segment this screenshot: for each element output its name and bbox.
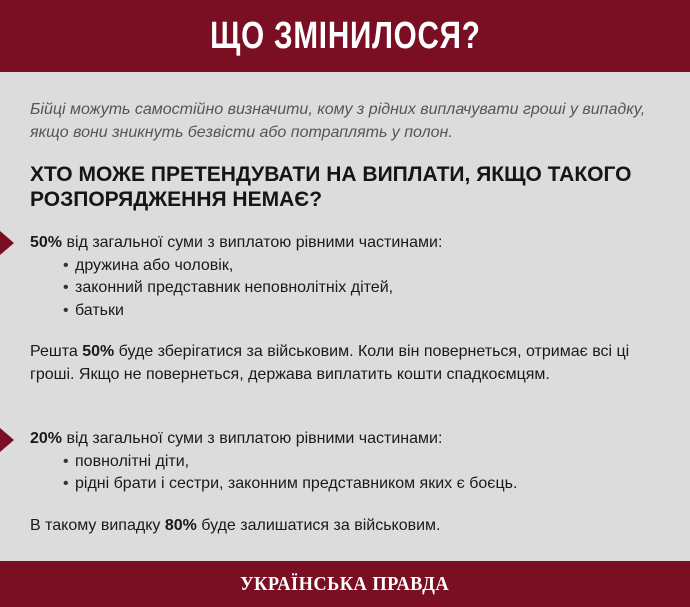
- question-heading: ХТО МОЖЕ ПРЕТЕНДУВАТИ НА ВИПЛАТИ, ЯКЩО ТАКОГО РОЗПОРЯДЖЕННЯ НЕМАЄ?: [30, 163, 632, 211]
- triangle-marker-icon: [0, 231, 14, 255]
- section-20: [30, 428, 670, 496]
- intro-text: Бійці можуть самостійно визначити, кому з рідних виплачувати гроші у випадку, якщо вони зникнуть безвісти або потраплять у полон.: [30, 101, 646, 141]
- publisher-logo: УКРАЇНСЬКА ПРАВДА: [240, 572, 450, 595]
- beneficiaries-list-1: [30, 255, 670, 323]
- remainder-paragraph: [30, 341, 670, 386]
- list-item: • батьки: [30, 300, 670, 323]
- section-50: [30, 232, 670, 322]
- list-item: • дружина або чоловік,: [30, 255, 670, 278]
- percent-50-remainder: 50%: [82, 343, 115, 360]
- footer-banner: [0, 561, 690, 607]
- list-item: • рідні брати і сестри, законним представником яких є боєць.: [30, 473, 670, 496]
- remainder-prefix: Решта: [30, 343, 83, 360]
- list-item: • законний представник неповнолітніх дітей,: [30, 277, 670, 300]
- triangle-marker-icon: [0, 428, 14, 452]
- closing-paragraph: [30, 515, 670, 538]
- percent-50: 50%: [30, 234, 63, 251]
- closing-prefix: В такому випадку: [30, 517, 165, 534]
- section-50-line: [30, 232, 670, 255]
- remainder-text: буде зберігатися за військовим. Коли він повернеться, отримає всі ці гроші. Якщо не повернеться, держава виплатить кошти спадкоємцям.: [30, 343, 630, 383]
- list-item: • повнолітні діти,: [30, 451, 670, 474]
- section-20-line: [30, 428, 670, 451]
- section-20-text: від загальної суми з виплатою рівними частинами:: [62, 430, 443, 447]
- page-title: ЩО ЗМІНИЛОСЯ?: [209, 14, 481, 57]
- beneficiaries-list-2: [30, 451, 670, 496]
- percent-20: 20%: [30, 430, 63, 447]
- section-50-text: від загальної суми з виплатою рівними частинами:: [62, 234, 443, 251]
- closing-text: буде залишатися за військовим.: [196, 517, 441, 534]
- header-banner: [0, 0, 690, 72]
- percent-80: 80%: [164, 517, 197, 534]
